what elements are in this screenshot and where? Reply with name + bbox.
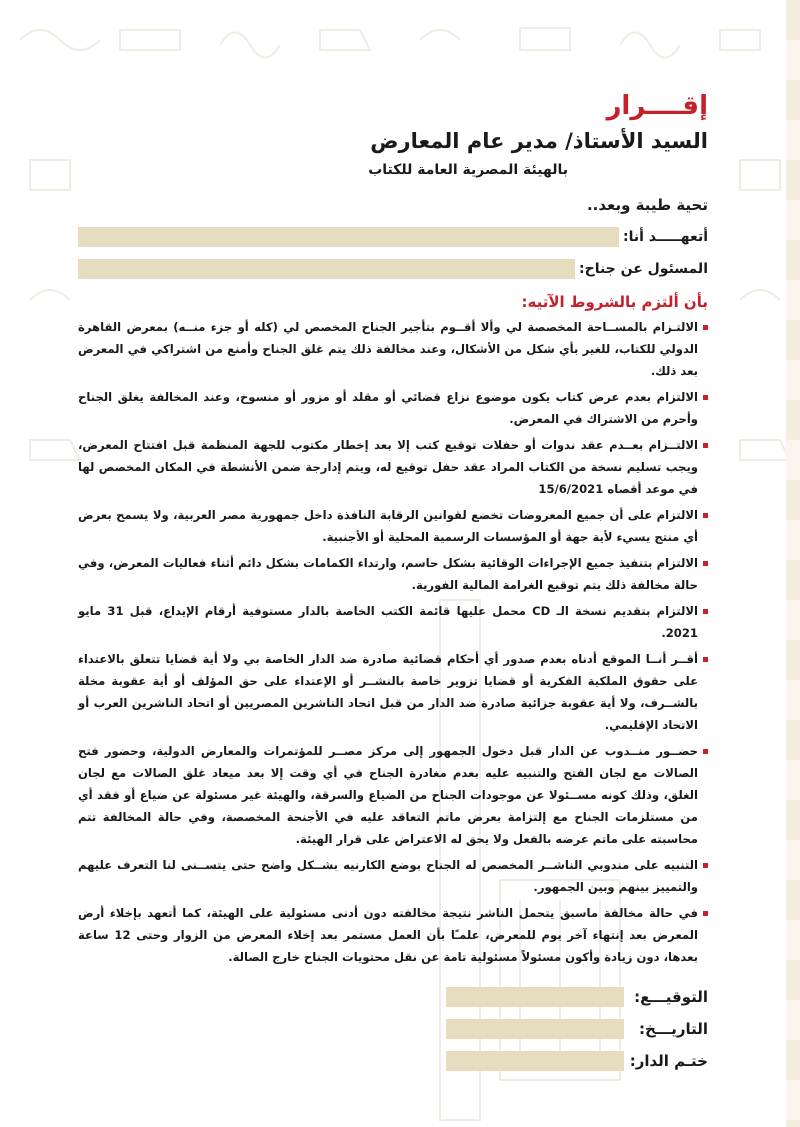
- addressee: السيد الأستاذ/ مدير عام المعارض: [370, 129, 708, 153]
- list-item: [78, 434, 708, 500]
- pledger-name-field[interactable]: [78, 227, 619, 247]
- list-item: [78, 740, 708, 850]
- conditions-heading: بأن ألتزم بالشروط الآتيه:: [521, 293, 708, 311]
- bullet-icon: [703, 749, 708, 754]
- conditions-list: [78, 316, 708, 968]
- bullet-icon: [703, 443, 708, 448]
- clause-text: الالتـزام بالمســاحة المخصصة لي وألا أقــوم بتأجير الجناح المخصص لي (كله أو جزء منــه) بمعرض القاهرة الدولي للكتاب، للغير بأي شكل من الأشكال، وعند مخالفة ذلك يتم غلق الجناح وأمنع من اشتراكي في المعرض بعد ذلك.: [78, 320, 698, 378]
- bullet-icon: [703, 911, 708, 916]
- clause-text: الالتزام بتنفيذ جميع الإجراءات الوقائية بشكل حاسم، وارتداء الكمامات بشكل دائم أثناء فعاليات المعرض، وفي حالة مخالفة ذلك يتم توقيع الغرامة المالية الفورية.: [78, 556, 698, 592]
- clause-text: حضــور منــدوب عن الدار قبل دخول الجمهور إلى مركز مصــر للمؤتمرات والمعارض الدولية، وحضور فتح الصالات مع لجان الفتح والتنبيه عليه بعدم مغادرة الجناح في أي وقت إلا بعد ميعاد غلق الصالات مع لجان الغلق، وذلك كونه مســئولا عن موجودات الجناح من الضياع والسرقة، والهيئة غير مسئولة عن ضياع أو فقد أي من مستلزمات الجناح مع إلتزامة بعرض ماتم التعاقد عليه في الأجنحة المخصصة، وفي حالة المخالفة تتم محاسبته على ماتم عرضه بالفعل ولا يحق له الاعتراض على قرار الهيئة.: [78, 744, 698, 846]
- stamp-field[interactable]: [446, 1051, 624, 1071]
- bullet-icon: [703, 513, 708, 518]
- clause-text: الالتــزام بعــدم عقد ندوات أو حفلات توقيع كتب إلا بعد إخطار مكتوب للجهة المنظمة قبل افتتاح المعرض، ويجب تسليم نسخة من الكتاب المراد عقد حفل توقيع له، ويتم إدارجة ضمن الأنشطة في المكان المخصص لها في موعد أقصاه 15/6/2021: [78, 438, 698, 496]
- clause-text: الالتزام بتقديم نسخة الـ CD محمل عليها قائمة الكتب الخاصة بالدار مستوفية أرقام الإيداع، قبل 31 مايو 2021.: [78, 604, 698, 640]
- clause-text: التنبيه على مندوبي الناشــر المخصص له الجناح بوضع الكارنيه بشــكل واضح حتى يتســنى لنا التعرف عليهم والتمييز بينهم وبين الجمهور.: [78, 858, 698, 894]
- list-item: [78, 854, 708, 898]
- list-item: [78, 600, 708, 644]
- list-item: [78, 648, 708, 736]
- pavilion-field[interactable]: [78, 259, 575, 279]
- signature-label: التوقيـــع:: [634, 988, 708, 1006]
- bullet-icon: [703, 609, 708, 614]
- bullet-icon: [703, 657, 708, 662]
- signature-row: [78, 986, 708, 1008]
- list-item: [78, 552, 708, 596]
- clause-text: أقــر أنــا الموقع أدناه بعدم صدور أي أحكام قضائية صادرة ضد الدار الخاصة بي ولا أية قضايا تتعلق بالاعتداء على حقوق الملكية الفكرية أو قضايا تزوير خاصة بالنشــر أو الإعتداء على حق المؤلف أو أية عقوبة مخلة بالشــرف، ولا أية عقوبة جزائية صادرة ضد الدار من قبل اتحاد الناشرين المصريين أو اتحاد الناشرين العرب أو الاتحاد الإقليمي.: [78, 652, 698, 732]
- date-field[interactable]: [446, 1019, 624, 1039]
- list-item: [78, 316, 708, 382]
- organization: بالهيئة المصرية العامة للكتاب: [368, 162, 568, 178]
- bullet-icon: [703, 395, 708, 400]
- signature-field[interactable]: [446, 987, 624, 1007]
- greeting: تحية طيبة وبعد..: [586, 196, 708, 214]
- declaration-page: [78, 90, 708, 1087]
- bullet-icon: [703, 561, 708, 566]
- responsible-label: المسئول عن جناح:: [579, 261, 708, 277]
- clause-text: الالتزام على أن جميع المعروضات تخضع لقوانين الرقابة النافذة داخل جمهورية مصر العربية، ولا يسمح بعرض أي منتج يسيء لأية جهة أو المؤسسات الرسمية المحلية أو الأجنبية.: [78, 508, 698, 544]
- page-title: إقــــرار: [606, 91, 708, 121]
- decorative-stripe: [786, 0, 800, 1127]
- stamp-row: [78, 1050, 708, 1072]
- list-item: [78, 386, 708, 430]
- signature-block: [78, 986, 708, 1072]
- clause-text: في حالة مخالفة ماسبق يتحمل الناشر نتيجة مخالفته دون أدنى مسئولية على الهيئة، كما أتعهد بإخلاء أرض المعرض بعد إنتهاء آخر يوم للمعرض، علمـًا بأن العمل مستمر بعد إخلاء المعرض من الزوار وحتى 12 ساعة بعدها، دون زيادة وأكون مسئولاً مسئولية تامة عن نقل محتويات الجناح خارج الصالة.: [78, 906, 699, 964]
- date-label: التاريـــخ:: [639, 1020, 708, 1038]
- date-row: [78, 1018, 708, 1040]
- responsible-row: [78, 258, 708, 280]
- clause-text: الالتزام بعدم عرض كتاب يكون موضوع نزاع قضائي أو مقلد أو مزور أو منسوخ، وعند المخالفة يغلق الجناح وأحرم من الاشتراك في المعرض.: [78, 390, 698, 426]
- bullet-icon: [703, 325, 708, 330]
- bullet-icon: [703, 863, 708, 868]
- list-item: [78, 504, 708, 548]
- list-item: [78, 902, 708, 968]
- stamp-label: ختـم الدار:: [629, 1052, 708, 1070]
- pledger-row: [78, 226, 708, 248]
- pledger-label: أتعهـــــد أنا:: [623, 229, 708, 245]
